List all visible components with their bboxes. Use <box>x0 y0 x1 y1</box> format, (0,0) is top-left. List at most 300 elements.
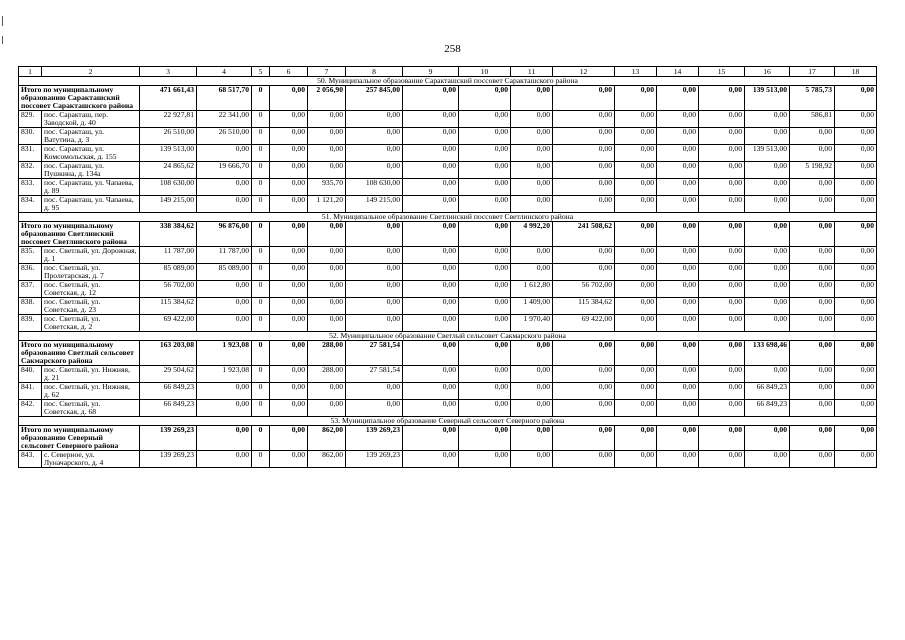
value-cell: 0,00 <box>790 451 835 468</box>
value-cell: 0,00 <box>835 281 877 298</box>
total-value-cell: 0,00 <box>511 341 553 366</box>
value-cell: 0,00 <box>459 264 511 281</box>
value-cell: 0,00 <box>835 196 877 213</box>
value-cell: 0,00 <box>745 162 790 179</box>
table-row <box>19 196 877 213</box>
value-cell: 0,00 <box>403 383 459 400</box>
value-cell: 0,00 <box>790 196 835 213</box>
value-cell: 0,00 <box>403 247 459 264</box>
value-cell: 108 630,00 <box>346 179 403 196</box>
total-value-cell: 0,00 <box>615 222 657 247</box>
address-cell: пос. Саракташ, ул. Чапаева, д. 89 <box>42 179 140 196</box>
value-cell: 26 510,00 <box>197 128 252 145</box>
address-cell: пос. Светлый, ул. Пролетарская, д. 7 <box>42 264 140 281</box>
value-cell: 0,00 <box>270 247 308 264</box>
address-cell: пос. Светлый, ул. Нижняя, д. 62 <box>42 383 140 400</box>
value-cell: 69 422,00 <box>553 315 615 332</box>
value-cell: 935,70 <box>308 179 346 196</box>
total-label: Итого по муниципальному образованию Северный сельсовет Северного района <box>19 426 140 451</box>
value-cell: 0,00 <box>745 179 790 196</box>
total-value-cell: 338 384,62 <box>140 222 197 247</box>
table-row <box>19 400 877 417</box>
section-title-row <box>19 332 877 341</box>
value-cell: 0,00 <box>835 247 877 264</box>
value-cell: 0,00 <box>511 400 553 417</box>
column-number-cell: 11 <box>511 67 553 77</box>
total-value-cell: 0,00 <box>615 341 657 366</box>
total-value-cell: 0,00 <box>270 86 308 111</box>
value-cell: 0,00 <box>745 315 790 332</box>
value-cell: 0 <box>252 162 270 179</box>
value-cell: 0,00 <box>270 366 308 383</box>
value-cell: 115 384,62 <box>140 298 197 315</box>
value-cell: 0,00 <box>270 264 308 281</box>
total-value-cell: 1 923,08 <box>197 341 252 366</box>
total-value-cell: 139 269,23 <box>346 426 403 451</box>
value-cell: 0,00 <box>403 264 459 281</box>
value-cell: 862,00 <box>308 451 346 468</box>
total-value-cell: 0,00 <box>553 86 615 111</box>
value-cell: 0,00 <box>699 298 745 315</box>
value-cell: 0,00 <box>553 162 615 179</box>
section-title: 53. Муниципальное образование Северный сельсовет Северного района <box>19 417 877 426</box>
table-row <box>19 315 877 332</box>
total-value-cell: 0,00 <box>835 222 877 247</box>
value-cell: 0,00 <box>459 128 511 145</box>
address-cell: пос. Саракташ, ул. Ватутина, д. 3 <box>42 128 140 145</box>
total-value-cell: 0,00 <box>745 222 790 247</box>
total-value-cell: 0,00 <box>790 222 835 247</box>
value-cell: 0,00 <box>835 298 877 315</box>
value-cell: 0,00 <box>459 145 511 162</box>
row-number: 835. <box>19 247 42 264</box>
address-cell: пос. Светлый, ул. Нижняя, д. 21 <box>42 366 140 383</box>
value-cell: 0,00 <box>403 145 459 162</box>
total-value-cell: 0,00 <box>615 426 657 451</box>
total-value-cell: 96 876,00 <box>197 222 252 247</box>
value-cell: 0,00 <box>790 179 835 196</box>
value-cell: 149 215,00 <box>140 196 197 213</box>
value-cell: 0 <box>252 298 270 315</box>
value-cell: 0 <box>252 128 270 145</box>
value-cell: 0,00 <box>615 366 657 383</box>
value-cell: 0,00 <box>790 264 835 281</box>
value-cell: 0,00 <box>699 383 745 400</box>
value-cell: 0,00 <box>308 281 346 298</box>
column-number-cell: 1 <box>19 67 42 77</box>
section-total-row <box>19 341 877 366</box>
value-cell: 0,00 <box>835 315 877 332</box>
value-cell: 0,00 <box>657 298 699 315</box>
value-cell: 0,00 <box>511 145 553 162</box>
value-cell: 66 849,23 <box>745 383 790 400</box>
value-cell: 0,00 <box>346 145 403 162</box>
value-cell: 0,00 <box>699 162 745 179</box>
value-cell: 0,00 <box>657 400 699 417</box>
address-cell: пос. Саракташ, ул. Чапаева, д. 95 <box>42 196 140 213</box>
value-cell: 0,00 <box>511 196 553 213</box>
value-cell: 0,00 <box>657 247 699 264</box>
total-value-cell: 0,00 <box>835 341 877 366</box>
value-cell: 0,00 <box>835 383 877 400</box>
section-title-row <box>19 417 877 426</box>
section-total-row <box>19 426 877 451</box>
value-cell: 19 666,70 <box>197 162 252 179</box>
value-cell: 0,00 <box>197 400 252 417</box>
value-cell: 0,00 <box>308 264 346 281</box>
value-cell: 66 849,23 <box>140 383 197 400</box>
value-cell: 108 630,00 <box>140 179 197 196</box>
value-cell: 0,00 <box>459 162 511 179</box>
value-cell: 0 <box>252 315 270 332</box>
total-label: Итого по муниципальному образованию Светлинский поссовет Светлинского района <box>19 222 140 247</box>
total-value-cell: 0,00 <box>553 341 615 366</box>
value-cell: 0,00 <box>270 196 308 213</box>
total-value-cell: 5 785,73 <box>790 86 835 111</box>
value-cell: 0,00 <box>657 451 699 468</box>
address-cell: пос. Саракташ, ул. Пушкина, д. 134а <box>42 162 140 179</box>
value-cell: 0,00 <box>270 128 308 145</box>
total-value-cell: 0,00 <box>699 341 745 366</box>
total-value-cell: 133 698,46 <box>745 341 790 366</box>
value-cell: 0,00 <box>553 145 615 162</box>
value-cell: 0,00 <box>511 162 553 179</box>
value-cell: 0,00 <box>308 400 346 417</box>
total-value-cell: 0,00 <box>459 222 511 247</box>
row-number: 832. <box>19 162 42 179</box>
total-value-cell: 0,00 <box>459 426 511 451</box>
section-title-row <box>19 77 877 86</box>
value-cell: 27 581,54 <box>346 366 403 383</box>
total-value-cell: 0,00 <box>197 426 252 451</box>
column-number-cell: 13 <box>615 67 657 77</box>
value-cell: 0,00 <box>657 383 699 400</box>
total-value-cell: 0,00 <box>511 86 553 111</box>
value-cell: 0,00 <box>699 179 745 196</box>
value-cell: 56 702,00 <box>140 281 197 298</box>
column-number-cell: 14 <box>657 67 699 77</box>
value-cell: 0,00 <box>790 298 835 315</box>
value-cell: 0,00 <box>459 111 511 128</box>
value-cell: 0,00 <box>615 247 657 264</box>
value-cell: 22 341,00 <box>197 111 252 128</box>
value-cell: 0,00 <box>346 400 403 417</box>
value-cell: 0,00 <box>790 145 835 162</box>
total-value-cell: 0,00 <box>657 426 699 451</box>
value-cell: 0,00 <box>657 162 699 179</box>
value-cell: 0,00 <box>403 315 459 332</box>
value-cell: 0,00 <box>657 128 699 145</box>
table-row <box>19 111 877 128</box>
value-cell: 0,00 <box>745 366 790 383</box>
value-cell: 0,00 <box>745 264 790 281</box>
section-title: 52. Муниципальное образование Светлый сельсовет Сакмарского района <box>19 332 877 341</box>
value-cell: 0,00 <box>197 298 252 315</box>
row-number: 829. <box>19 111 42 128</box>
value-cell: 0 <box>252 400 270 417</box>
value-cell: 0 <box>252 196 270 213</box>
value-cell: 0,00 <box>308 247 346 264</box>
value-cell: 0,00 <box>657 111 699 128</box>
table-row <box>19 366 877 383</box>
value-cell: 24 865,62 <box>140 162 197 179</box>
value-cell: 0,00 <box>615 111 657 128</box>
total-value-cell: 0,00 <box>511 426 553 451</box>
value-cell: 0,00 <box>403 179 459 196</box>
row-number: 836. <box>19 264 42 281</box>
value-cell: 0,00 <box>553 247 615 264</box>
value-cell: 0,00 <box>197 451 252 468</box>
value-cell: 0,00 <box>308 315 346 332</box>
value-cell: 0,00 <box>511 366 553 383</box>
value-cell: 0,00 <box>790 247 835 264</box>
value-cell: 0,00 <box>615 145 657 162</box>
value-cell: 0,00 <box>699 145 745 162</box>
value-cell: 0,00 <box>615 400 657 417</box>
row-number: 838. <box>19 298 42 315</box>
value-cell: 0,00 <box>553 196 615 213</box>
value-cell: 66 849,23 <box>745 400 790 417</box>
total-value-cell: 257 845,00 <box>346 86 403 111</box>
value-cell: 139 513,00 <box>140 145 197 162</box>
total-value-cell: 241 508,62 <box>553 222 615 247</box>
value-cell: 26 510,00 <box>140 128 197 145</box>
total-value-cell: 0,00 <box>699 222 745 247</box>
value-cell: 0,00 <box>459 383 511 400</box>
total-value-cell: 0,00 <box>403 426 459 451</box>
value-cell: 0,00 <box>745 247 790 264</box>
total-value-cell: 0,00 <box>403 222 459 247</box>
value-cell: 0,00 <box>835 162 877 179</box>
total-value-cell: 0,00 <box>270 426 308 451</box>
table-row <box>19 298 877 315</box>
value-cell: 0,00 <box>615 179 657 196</box>
column-number-cell: 16 <box>745 67 790 77</box>
column-number-cell: 5 <box>252 67 270 77</box>
value-cell: 0,00 <box>346 383 403 400</box>
total-value-cell: 27 581,54 <box>346 341 403 366</box>
value-cell: 0,00 <box>745 111 790 128</box>
value-cell: 0,00 <box>270 298 308 315</box>
value-cell: 0,00 <box>403 162 459 179</box>
value-cell: 0,00 <box>346 162 403 179</box>
value-cell: 0,00 <box>790 281 835 298</box>
value-cell: 0,00 <box>308 145 346 162</box>
value-cell: 0,00 <box>346 298 403 315</box>
value-cell: 0,00 <box>459 196 511 213</box>
value-cell: 0,00 <box>511 264 553 281</box>
value-cell: 0,00 <box>615 383 657 400</box>
value-cell: 0,00 <box>403 281 459 298</box>
value-cell: 0,00 <box>403 366 459 383</box>
total-value-cell: 0,00 <box>835 426 877 451</box>
value-cell: 0,00 <box>553 128 615 145</box>
value-cell: 0,00 <box>699 128 745 145</box>
value-cell: 0,00 <box>403 128 459 145</box>
value-cell: 5 198,92 <box>790 162 835 179</box>
value-cell: 0,00 <box>403 111 459 128</box>
address-cell: пос. Светлый, ул. Советская, д. 2 <box>42 315 140 332</box>
value-cell: 11 787,00 <box>197 247 252 264</box>
value-cell: 0,00 <box>459 247 511 264</box>
table-row <box>19 281 877 298</box>
total-value-cell: 0,00 <box>459 86 511 111</box>
value-cell: 0 <box>252 383 270 400</box>
value-cell: 0,00 <box>615 196 657 213</box>
value-cell: 0,00 <box>270 383 308 400</box>
value-cell: 1 923,08 <box>197 366 252 383</box>
table-row <box>19 451 877 468</box>
value-cell: 0 <box>252 247 270 264</box>
value-cell: 0,00 <box>459 451 511 468</box>
table-row <box>19 162 877 179</box>
column-number-cell: 9 <box>403 67 459 77</box>
value-cell: 1 612,80 <box>511 281 553 298</box>
value-cell: 0,00 <box>308 298 346 315</box>
value-cell: 0,00 <box>346 128 403 145</box>
value-cell: 0,00 <box>270 145 308 162</box>
row-number: 830. <box>19 128 42 145</box>
row-number: 839. <box>19 315 42 332</box>
column-number-cell: 12 <box>553 67 615 77</box>
total-value-cell: 0,00 <box>403 341 459 366</box>
value-cell: 0,00 <box>745 298 790 315</box>
scan-margin-mark <box>2 36 3 44</box>
value-cell: 139 513,00 <box>745 145 790 162</box>
total-value-cell: 0,00 <box>657 341 699 366</box>
value-cell: 0,00 <box>270 281 308 298</box>
value-cell: 0,00 <box>699 451 745 468</box>
total-value-cell: 0,00 <box>615 86 657 111</box>
total-value-cell: 139 269,23 <box>140 426 197 451</box>
value-cell: 0,00 <box>346 247 403 264</box>
section-title: 51. Муниципальное образование Светлинский поссовет Светлинского района <box>19 213 877 222</box>
total-value-cell: 163 203,08 <box>140 341 197 366</box>
value-cell: 0,00 <box>835 111 877 128</box>
value-cell: 0,00 <box>657 315 699 332</box>
value-cell: 0,00 <box>197 145 252 162</box>
section-title-row <box>19 213 877 222</box>
value-cell: 0,00 <box>615 264 657 281</box>
total-label: Итого по муниципальному образованию Саракташский поссовет Саракташского района <box>19 86 140 111</box>
value-cell: 0,00 <box>615 162 657 179</box>
value-cell: 0,00 <box>699 400 745 417</box>
column-number-cell: 7 <box>308 67 346 77</box>
value-cell: 0 <box>252 451 270 468</box>
section-total-row <box>19 222 877 247</box>
value-cell: 0,00 <box>835 128 877 145</box>
total-value-cell: 0,00 <box>745 426 790 451</box>
address-cell: пос. Светлый, ул. Советская, д. 12 <box>42 281 140 298</box>
column-number-cell: 10 <box>459 67 511 77</box>
value-cell: 0,00 <box>745 128 790 145</box>
value-cell: 0,00 <box>459 366 511 383</box>
value-cell: 0,00 <box>270 111 308 128</box>
value-cell: 139 269,23 <box>140 451 197 468</box>
value-cell: 0,00 <box>699 281 745 298</box>
total-value-cell: 4 992,20 <box>511 222 553 247</box>
address-cell: с. Северное, ул. Луначарского, д. 4 <box>42 451 140 468</box>
value-cell: 0,00 <box>270 451 308 468</box>
value-cell: 0,00 <box>657 264 699 281</box>
total-value-cell: 0,00 <box>270 341 308 366</box>
total-value-cell: 0,00 <box>835 86 877 111</box>
row-number: 831. <box>19 145 42 162</box>
value-cell: 0,00 <box>745 281 790 298</box>
value-cell: 85 089,00 <box>197 264 252 281</box>
table-row <box>19 264 877 281</box>
value-cell: 0,00 <box>308 383 346 400</box>
value-cell: 0,00 <box>835 451 877 468</box>
value-cell: 115 384,62 <box>553 298 615 315</box>
value-cell: 1 121,20 <box>308 196 346 213</box>
row-number: 837. <box>19 281 42 298</box>
value-cell: 0 <box>252 111 270 128</box>
value-cell: 0,00 <box>699 196 745 213</box>
value-cell: 0,00 <box>615 298 657 315</box>
table-body <box>19 67 877 468</box>
column-number-row <box>19 67 877 77</box>
value-cell: 85 089,00 <box>140 264 197 281</box>
value-cell: 0,00 <box>511 111 553 128</box>
value-cell: 586,81 <box>790 111 835 128</box>
value-cell: 0,00 <box>615 128 657 145</box>
total-value-cell: 0,00 <box>657 86 699 111</box>
total-value-cell: 288,00 <box>308 341 346 366</box>
total-value-cell: 0,00 <box>553 426 615 451</box>
address-cell: пос. Светлый, ул. Советская, д. 23 <box>42 298 140 315</box>
scan-margin-mark <box>2 16 3 26</box>
value-cell: 0 <box>252 264 270 281</box>
value-cell: 0,00 <box>790 128 835 145</box>
address-cell: пос. Светлый, ул. Дорожная, д. 1 <box>42 247 140 264</box>
total-value-cell: 0 <box>252 86 270 111</box>
value-cell: 0,00 <box>553 111 615 128</box>
value-cell: 288,00 <box>308 366 346 383</box>
value-cell: 0,00 <box>197 281 252 298</box>
value-cell: 0 <box>252 366 270 383</box>
value-cell: 0,00 <box>699 111 745 128</box>
total-value-cell: 0,00 <box>790 426 835 451</box>
total-value-cell: 471 661,43 <box>140 86 197 111</box>
row-number: 842. <box>19 400 42 417</box>
value-cell: 0,00 <box>835 264 877 281</box>
value-cell: 0,00 <box>511 179 553 196</box>
row-number: 834. <box>19 196 42 213</box>
total-value-cell: 0,00 <box>346 222 403 247</box>
value-cell: 0,00 <box>270 179 308 196</box>
value-cell: 0,00 <box>403 400 459 417</box>
column-number-cell: 17 <box>790 67 835 77</box>
value-cell: 0,00 <box>403 298 459 315</box>
total-value-cell: 0,00 <box>699 426 745 451</box>
value-cell: 0,00 <box>657 281 699 298</box>
value-cell: 0,00 <box>197 179 252 196</box>
row-number: 840. <box>19 366 42 383</box>
total-value-cell: 0,00 <box>657 222 699 247</box>
total-value-cell: 0,00 <box>308 222 346 247</box>
address-cell: пос. Светлый, ул. Советская, д. 68 <box>42 400 140 417</box>
value-cell: 0,00 <box>615 451 657 468</box>
value-cell: 0,00 <box>346 111 403 128</box>
data-table <box>18 66 877 468</box>
row-number: 841. <box>19 383 42 400</box>
value-cell: 149 215,00 <box>346 196 403 213</box>
value-cell: 1 970,40 <box>511 315 553 332</box>
value-cell: 0,00 <box>459 315 511 332</box>
total-value-cell: 0,00 <box>270 222 308 247</box>
address-cell: пос. Саракташ, пер. Заводской, д. 40 <box>42 111 140 128</box>
